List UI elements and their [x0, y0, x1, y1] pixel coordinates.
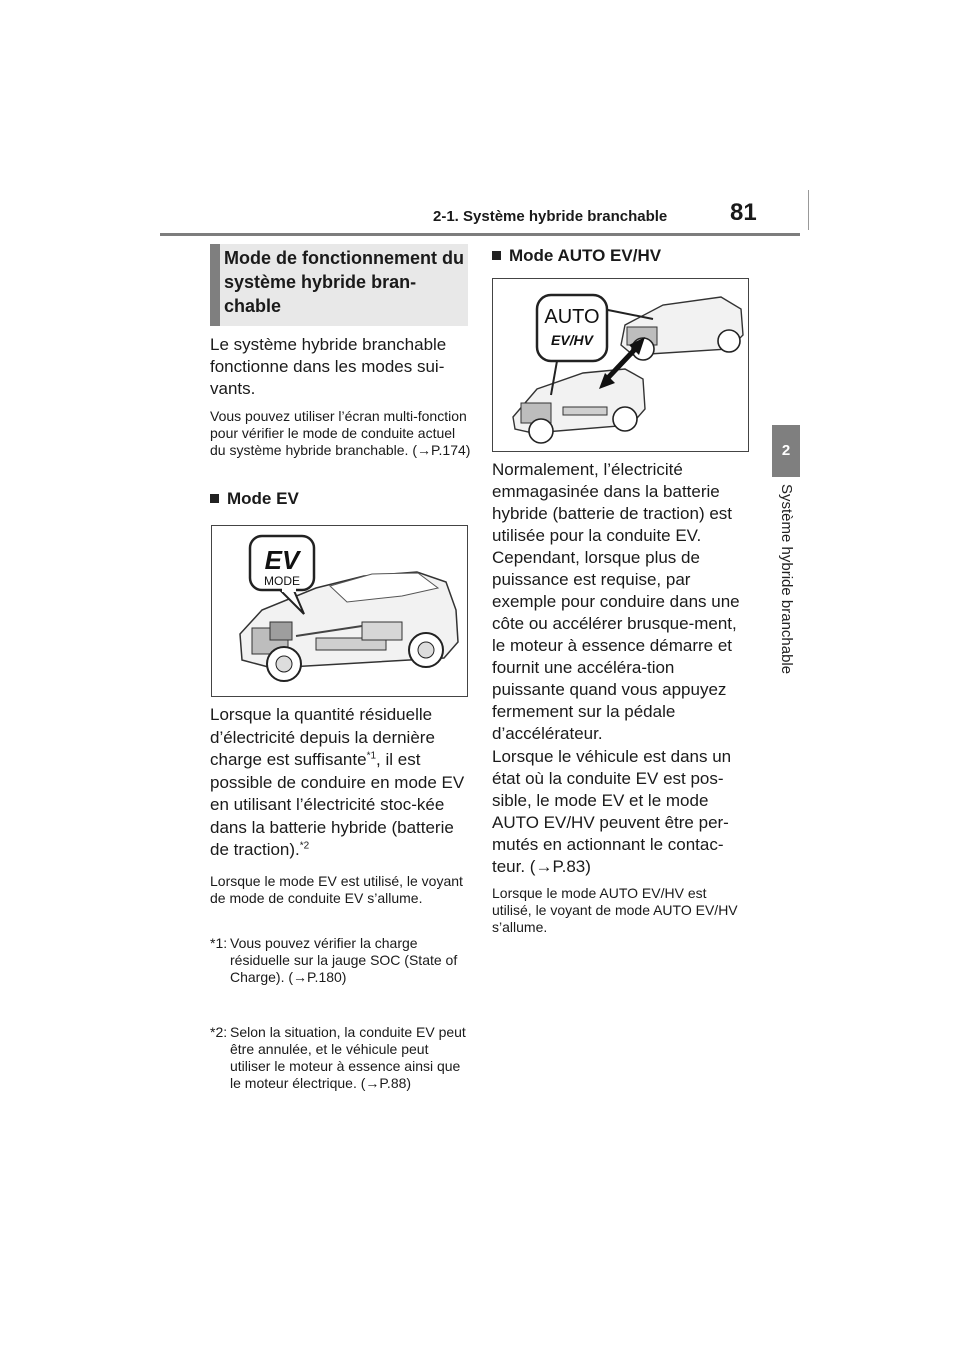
- ev-car-illustration: [212, 526, 467, 696]
- ev-badge-mode-text: MODE: [264, 574, 300, 588]
- page-number: 81: [730, 199, 757, 226]
- section-title-box: [210, 244, 468, 326]
- header-rule: [160, 233, 800, 236]
- ev-badge-text: EV: [264, 545, 300, 575]
- auto-mode-figure: [492, 278, 749, 452]
- ev-mode-heading: [210, 489, 299, 509]
- footnote-2-text: Selon la situation, la conduite EV peut être annulée, et le véhicule peut utiliser le moteur à essence ainsi que le moteur électrique. (→P.88): [230, 1024, 466, 1091]
- ev-mode-note: Lorsque le mode EV est utilisé, le voyant de mode de conduite EV s’allume.: [210, 873, 463, 906]
- auto-car-illustration: [493, 279, 748, 451]
- auto-badge-text: AUTO: [544, 306, 600, 328]
- section-title: Mode de fonctionnement du système hybride bran-chable: [224, 248, 464, 316]
- chapter-tab[interactable]: 2: [772, 425, 800, 477]
- bullet-square-icon: [492, 251, 501, 260]
- chapter-side-label: Système hybride branchable: [778, 484, 795, 675]
- footnote-1-text: Vous pouvez vérifier la charge résiduelle sur la jauge SOC (State of Charge). (→P.180): [230, 935, 458, 985]
- footnote-1: [210, 935, 472, 987]
- auto-badge-evhv-text: EV/HV: [550, 332, 594, 348]
- footnote-ref-1[interactable]: *1: [366, 750, 377, 762]
- section-title-bar: [210, 244, 220, 326]
- auto-mode-heading-text: Mode AUTO EV/HV: [509, 246, 662, 265]
- ev-text-2: , il est possible de conduire en mode EV en utilisant l’électricité stoc-kée dans la batterie hybride (batterie de traction).: [210, 750, 465, 859]
- bullet-square-icon: [210, 494, 219, 503]
- ev-mode-description: [210, 704, 472, 862]
- intro-text: Le système hybride branchable fonctionne dans les modes sui-vants.: [210, 335, 447, 398]
- side-divider: [808, 190, 809, 230]
- auto-mode-paragraph-1: Normalement, l’électricité emmagasinée dans la batterie hybride (batterie de traction) est utilisée pour la conduite EV. Cependant, lorsque plus de puissance est requise, par exemple pour conduire dans une côte ou accélérer brusque-ment, le moteur à essence démarre et fournit une accéléra-tion puissante quand vous appuyez fermement sur la pédale d’accélérateur.: [492, 460, 740, 743]
- footnote-2-mark: *2:: [210, 1024, 228, 1040]
- auto-mode-note: Lorsque le mode AUTO EV/HV est utilisé, le voyant de mode AUTO EV/HV s’allume.: [492, 885, 738, 935]
- footnote-ref-2[interactable]: *2: [299, 840, 310, 852]
- ev-mode-heading-text: Mode EV: [227, 489, 299, 508]
- ev-text-1: Lorsque la quantité résiduelle d’électricité depuis la dernière charge est suffisante: [210, 705, 435, 769]
- footnote-1-mark: *1:: [210, 935, 228, 951]
- intro-note: Vous pouvez utiliser l’écran multi-fonction pour vérifier le mode de conduite actuel du système hybride branchable. (→P.174): [210, 408, 471, 458]
- footnote-2: [210, 1024, 472, 1094]
- auto-mode-heading: [492, 246, 661, 266]
- ev-mode-figure: [211, 525, 468, 697]
- auto-mode-paragraph-2: Lorsque le véhicule est dans un état où la conduite EV est pos-sible, le mode EV et le mode AUTO EV/HV peuvent être per-mutés en actionnant le contac-teur. (→P.83): [492, 747, 732, 876]
- header-section-title: 2-1. Système hybride branchable: [433, 208, 668, 225]
